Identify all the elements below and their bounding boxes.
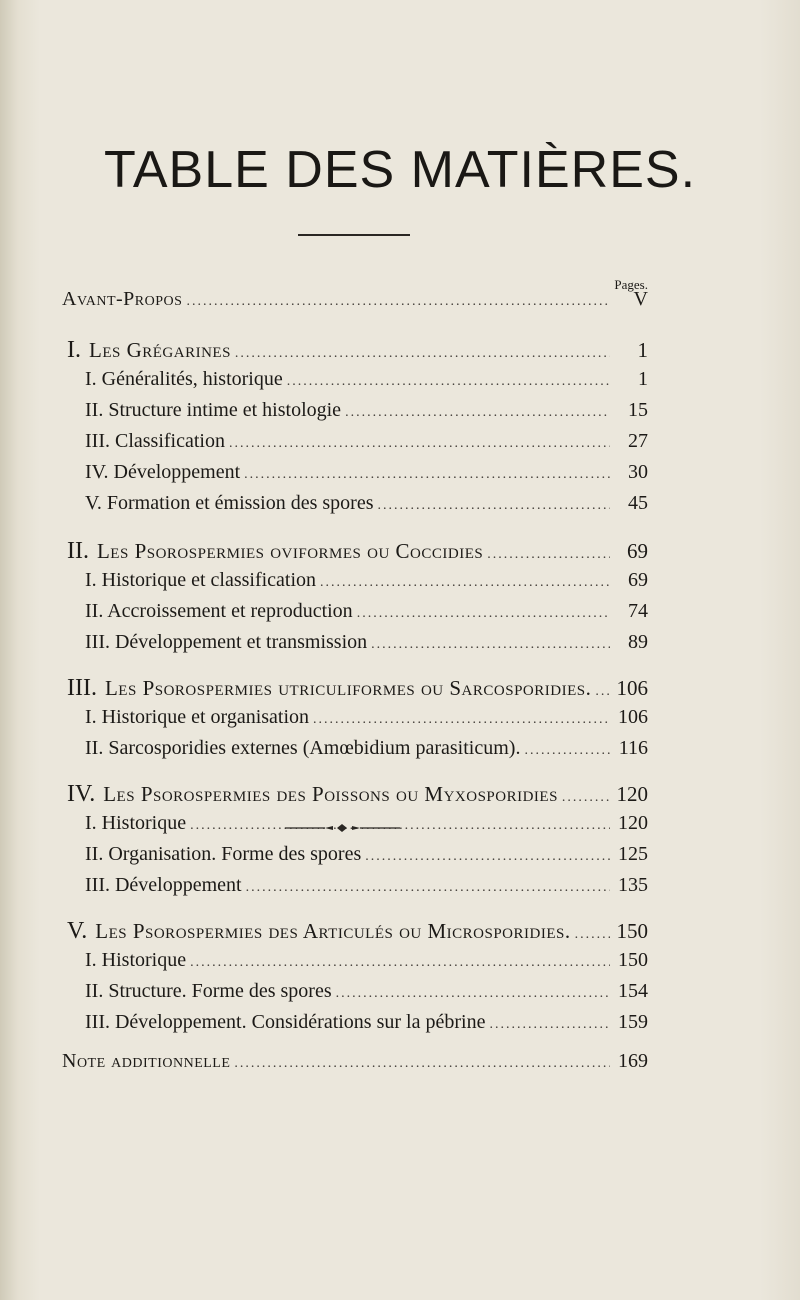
leader-dots [378,498,610,514]
leader-dots [345,405,610,421]
leader-dots [235,346,610,362]
toc-entry-page: V [633,288,648,310]
toc-entry-label: II. Accroissement et reproduction [85,600,353,622]
toc-entry-label: II. Organisation. Forme des spores [85,843,362,865]
toc-entry-label: II. Les Psorospermies oviformes ou Coccidies [67,538,484,564]
toc-entry-page: 106 [616,676,648,700]
toc-entry [67,337,648,364]
leader-dots [489,1017,610,1033]
toc-entry-page: 169 [618,1050,648,1072]
toc-entry-page: 69 [628,569,648,591]
toc-entry-page: 74 [628,600,648,622]
toc-entry-label: I. Historique [85,812,187,834]
toc-entry [67,538,648,565]
toc-entry-label: I. Généralités, historique [85,368,283,390]
toc-entry [85,569,648,592]
toc-entry [85,600,648,623]
toc-entry-page: 120 [616,782,648,806]
toc-entry-page: 150 [616,919,648,943]
leader-dots [246,880,610,896]
toc-entry-page: 159 [618,1011,648,1033]
toc-entry [85,1011,648,1034]
toc-entry-label: II. Structure intime et histologie [85,399,342,421]
toc-entry [85,706,648,729]
leader-dots [313,712,610,728]
toc-entry-page: 15 [628,399,648,421]
toc-entry [85,631,648,654]
toc-entry [67,675,648,702]
toc-entry-page: 89 [628,631,648,653]
leader-dots [575,927,610,943]
toc-entry-label: III. Développement et transmission [85,631,368,653]
toc-entry-label: Avant-Propos [62,288,183,310]
leader-dots [186,294,610,310]
leader-dots [190,955,610,971]
toc-entry [85,737,648,760]
toc-entry [85,874,648,897]
toc-entry-label: I. Historique et classification [85,569,317,591]
toc-entry [85,949,648,972]
toc-entry-page: 120 [618,812,648,834]
toc-entry [85,461,648,484]
toc-entry [62,288,648,311]
toc-entry-page: 116 [618,737,648,759]
toc-entry-label: I. Historique et organisation [85,706,310,728]
leader-dots [487,547,610,563]
leader-dots [595,684,610,700]
toc-entry-page: 1 [637,338,648,362]
toc-entry-label: II. Sarcosporidies externes (Amœbidium parasiticum). [85,737,521,759]
toc-entry-page: 125 [618,843,648,865]
toc-entry [85,368,648,391]
page-title: TABLE DES MATIÈRES. [103,141,697,199]
leader-dots [357,606,610,622]
pages-column-label: Pages. [614,277,648,292]
toc-entry-label: Note additionnelle [62,1050,231,1072]
toc-entry-label: II. Structure. Forme des spores [85,980,332,1002]
leader-dots [190,818,610,834]
toc-entry-label: IV. Les Psorospermies des Poissons ou Myxosporidies [67,781,558,807]
toc-entry-page: 27 [628,430,648,452]
toc-entry-label: III. Développement [85,874,242,896]
leader-dots [562,790,610,806]
toc-entry [67,918,648,945]
end-ornament [285,823,400,833]
toc-entry-page: 1 [638,368,648,390]
leader-dots [234,1056,610,1072]
toc-entry [85,980,648,1003]
toc-entry [85,492,648,515]
toc-entry [85,843,648,866]
toc-entry [85,399,648,422]
toc-entry-label: V. Formation et émission des spores [85,492,374,514]
toc-entry-page: 106 [618,706,648,728]
toc-entry-page: 150 [618,949,648,971]
toc-entry-page: 154 [618,980,648,1002]
leader-dots [371,637,610,653]
toc-entry-label: III. Les Psorospermies utriculiformes ou Sarcosporidies. [67,675,592,701]
leader-dots [229,436,610,452]
leader-dots [336,986,610,1002]
toc-entry-label: III. Développement. Considérations sur la pébrine [85,1011,486,1033]
toc-entry-page: 135 [618,874,648,896]
toc-entry-label: V. Les Psorospermies des Articulés ou Microsporidies. [67,918,571,944]
leader-dots [320,575,610,591]
leader-dots [365,849,610,865]
toc-entry [67,781,648,808]
toc-entry [62,1050,648,1073]
leader-dots [287,374,610,390]
toc-entry-page: 69 [627,539,648,563]
leader-dots [244,467,610,483]
toc-entry-label: IV. Développement [85,461,241,483]
toc-entry-label: I. Historique [85,949,187,971]
toc-entry-label: III. Classification [85,430,225,452]
toc-entry-page: 45 [628,492,648,514]
toc-entry-label: I. Les Grégarines [67,337,231,363]
toc-entry [85,430,648,453]
leader-dots [524,743,610,759]
toc-entry-page: 30 [628,461,648,483]
